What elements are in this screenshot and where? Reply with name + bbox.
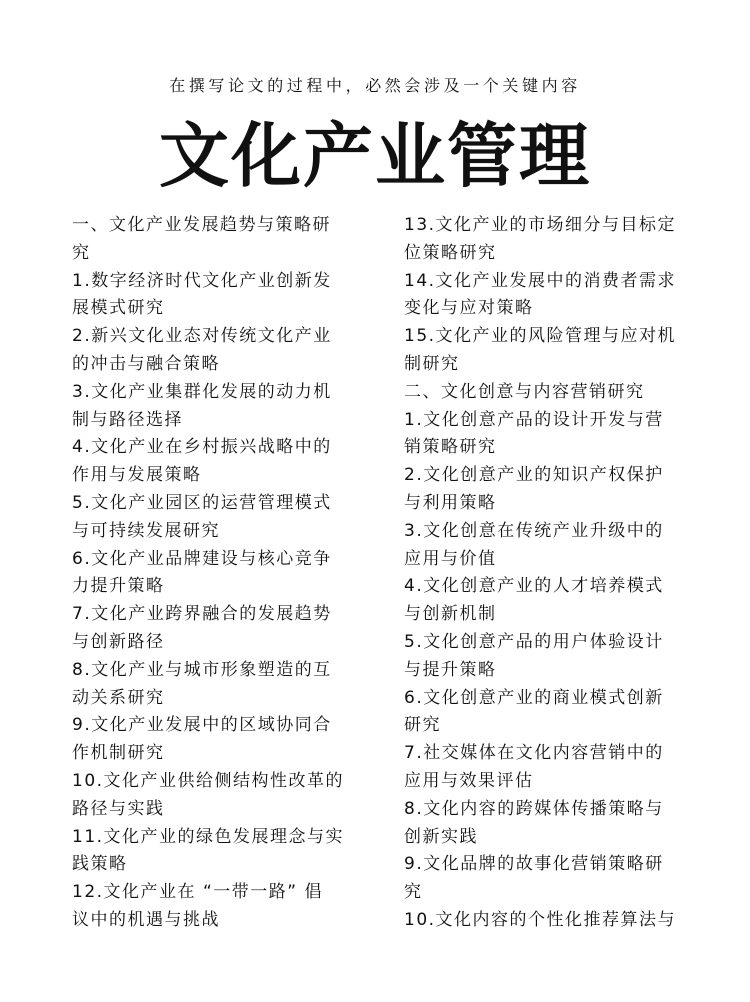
- left-topic-list: [72, 212, 368, 935]
- list-item: 7.社交媒体在文化内容营销中的 应用与效果评估: [404, 743, 664, 791]
- list-item: 1.数字经济时代文化产业创新发 展模式研究: [72, 270, 332, 319]
- list-item: 11.文化产业的绿色发展理念与实 践策略: [72, 826, 345, 875]
- list-item: 二、文化创意与内容营销研究: [404, 381, 645, 402]
- list-item: 一、文化产业发展趋势与策略研 究: [72, 215, 331, 263]
- list-item: 10.文化产业供给侧结构性改革的 路径与实践: [72, 770, 345, 819]
- list-item: 15.文化产业的风险管理与应对机 制研究: [404, 326, 677, 374]
- list-item: 3.文化创意在传统产业升级中的 应用与价值: [404, 520, 664, 569]
- list-item: 2.文化创意产业的知识产权保护 与利用策略: [404, 465, 664, 513]
- page-title: 文化产业管理: [159, 115, 591, 197]
- list-item: 5.文化产业园区的运营管理模式 与可持续发展研究: [72, 492, 332, 541]
- list-item: 1.文化创意产品的设计开发与营 销策略研究: [404, 409, 664, 458]
- list-item: 4.文化创意产业的人才培养模式 与创新机制: [404, 576, 664, 625]
- list-item: 3.文化产业集群化发展的动力机 制与路径选择: [72, 381, 332, 430]
- list-item: 12.文化产业在 “一带一路” 倡 议中的机遇与挑战: [72, 882, 323, 930]
- list-item: 9.文化品牌的故事化营销策略研 究: [404, 854, 664, 903]
- list-item: 4.文化产业在乡村振兴战略中的 作用与发展策略: [72, 437, 332, 486]
- list-item: 6.文化产业品牌建设与核心竞争 力提升策略: [72, 548, 332, 597]
- list-item: 7.文化产业跨界融合的发展趋势 与创新路径: [72, 604, 332, 652]
- list-item: 5.文化创意产品的用户体验设计 与提升策略: [404, 631, 664, 680]
- list-item: 9.文化产业发展中的区域协同合 作机制研究: [72, 715, 332, 764]
- right-topic-list: [404, 212, 704, 935]
- list-item: 10.文化内容的个性化推荐算法与: [404, 909, 677, 930]
- list-item: 8.文化产业与城市形象塑造的互 动关系研究: [72, 659, 332, 708]
- list-item: 13.文化产业的市场细分与目标定 位策略研究: [404, 215, 677, 263]
- subtitle: 在撰写论文的过程中，必然会涉及一个关键内容: [169, 76, 581, 95]
- list-item: 8.文化内容的跨媒体传播策略与 创新实践: [404, 798, 664, 847]
- list-item: 2.新兴文化业态对传统文化产业 的冲击与融合策略: [72, 326, 332, 374]
- list-item: 14.文化产业发展中的消费者需求 变化与应对策略: [404, 270, 677, 319]
- list-item: 6.文化创意产业的商业模式创新 研究: [404, 687, 664, 736]
